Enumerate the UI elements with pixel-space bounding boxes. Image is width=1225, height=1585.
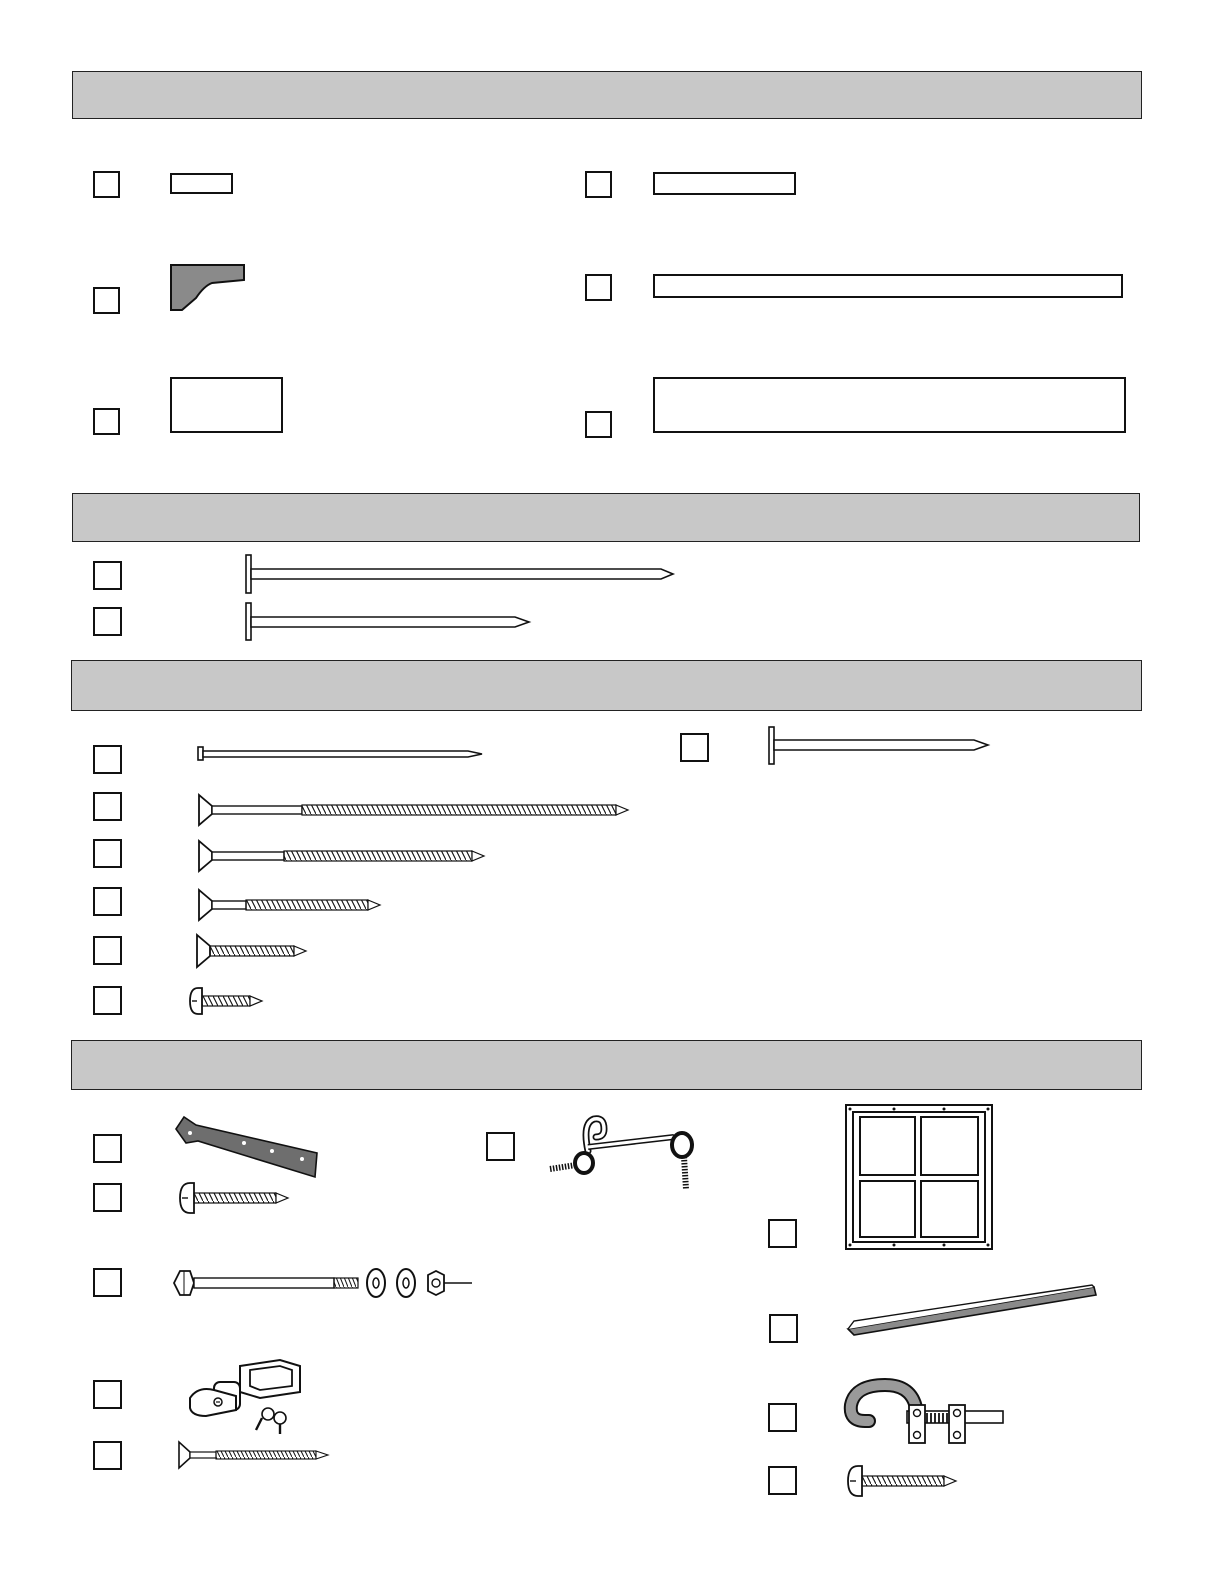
window-icon <box>844 1103 994 1251</box>
checkbox-latch-screw[interactable] <box>768 1466 797 1495</box>
checkbox-wide-board[interactable] <box>585 411 612 438</box>
checkbox-carriage-bolt[interactable] <box>93 1268 122 1297</box>
checkbox-finish-nail[interactable] <box>93 745 122 774</box>
pan-head-screw-icon <box>188 986 264 1016</box>
checkbox-screw-l[interactable] <box>93 839 122 868</box>
wood-screw-xl-icon <box>196 794 630 826</box>
short-block-icon <box>170 173 233 194</box>
checkbox-door-latch[interactable] <box>768 1403 797 1432</box>
checkbox-pan-screw[interactable] <box>93 986 122 1015</box>
plywood-block-icon <box>170 377 283 433</box>
nail-long-icon <box>243 553 675 597</box>
section-header-hardware <box>71 1040 1142 1090</box>
checkbox-short-block[interactable] <box>93 171 120 198</box>
pan-head-screw-icon <box>178 1181 290 1215</box>
checkbox-plywood-block[interactable] <box>93 408 120 435</box>
checkbox-roofing-nail[interactable] <box>680 733 709 762</box>
gusset-icon <box>168 262 248 314</box>
checkbox-screw-s[interactable] <box>93 936 122 965</box>
checkbox-drip-edge[interactable] <box>769 1314 798 1343</box>
checkbox-nail-medium[interactable] <box>93 607 122 636</box>
checkbox-strap-hinge[interactable] <box>93 1134 122 1163</box>
wide-board-icon <box>653 377 1126 433</box>
section-header-nails <box>72 493 1140 542</box>
nail-medium-icon <box>243 601 533 643</box>
wood-screw-s-icon <box>194 934 308 968</box>
hook-and-eye-icon <box>546 1113 702 1191</box>
wood-screw-l-icon <box>196 840 486 872</box>
board-medium-icon <box>653 172 796 195</box>
long-board-icon <box>653 274 1123 298</box>
checkbox-hook-eye[interactable] <box>486 1132 515 1161</box>
strap-hinge-icon <box>172 1113 322 1179</box>
checkbox-lock-screw[interactable] <box>93 1441 122 1470</box>
door-latch-icon <box>845 1383 1007 1449</box>
roofing-nail-icon <box>766 725 992 767</box>
section-header-lumber <box>72 71 1142 119</box>
checkbox-screw-m[interactable] <box>93 887 122 916</box>
wood-screw-m-icon <box>196 889 382 921</box>
checkbox-gusset[interactable] <box>93 287 120 314</box>
checkbox-window[interactable] <box>768 1219 797 1248</box>
checkbox-hinge-screw[interactable] <box>93 1183 122 1212</box>
flat-head-screw-icon <box>176 1441 330 1469</box>
checkbox-nail-long[interactable] <box>93 561 122 590</box>
checkbox-board-medium[interactable] <box>585 171 612 198</box>
checkbox-screw-xl[interactable] <box>93 792 122 821</box>
section-header-fasteners <box>71 660 1142 711</box>
carriage-bolt-icon <box>172 1267 478 1299</box>
pan-head-screw-icon <box>846 1464 958 1498</box>
t-handle-lock-icon <box>188 1356 308 1434</box>
checkbox-long-board[interactable] <box>585 274 612 301</box>
finish-nail-icon <box>196 744 486 764</box>
checkbox-t-handle-lock[interactable] <box>93 1380 122 1409</box>
drip-edge-icon <box>846 1285 1100 1337</box>
